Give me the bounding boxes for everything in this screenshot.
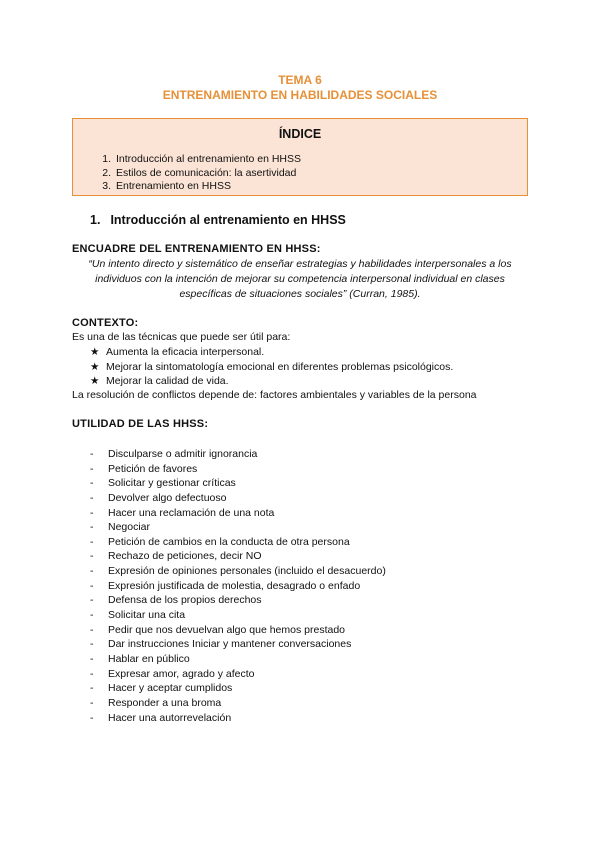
list-item: - Expresar amor, agrado y afecto: [90, 667, 255, 680]
list-item: - Responder a una broma: [90, 696, 222, 709]
list-item: - Expresión de opiniones personales (incluido el desacuerdo): [90, 565, 386, 578]
index-title: ÍNDICE: [278, 127, 322, 141]
list-item: ★ Aumenta la eficacia interpersonal.: [90, 346, 265, 358]
index-item-label: Introducción al entrenamiento en HHSS: [116, 153, 302, 165]
contexto-closing: La resolución de conflictos depende de: factores ambientales y variables de la persona: [72, 389, 477, 401]
list-item: - Pedir que nos devuelvan algo que hemos prestado: [90, 623, 345, 636]
index-box: [72, 118, 528, 196]
list-item: - Solicitar una cita: [90, 609, 186, 622]
list-item: - Hacer y aceptar cumplidos: [90, 682, 233, 695]
list-item: ★ Mejorar la calidad de vida.: [90, 375, 229, 387]
utilidad-heading: UTILIDAD DE LAS HHSS:: [72, 418, 209, 430]
index-item-label: Entrenamiento en HHSS: [116, 180, 231, 192]
definition-quote: “Un intento directo y sistemático de enseñar estrategias y habilidades interpersonales a los individuos con la intención de mejorar su competencia interpersonal individual en clases específicas de situaciones sociales” (Curran, 1985).: [88, 258, 512, 300]
index-item[interactable]: 3. Entrenamiento en HHSS: [102, 180, 231, 192]
list-item: - Petición de favores: [90, 462, 198, 475]
list-item: - Hacer una reclamación de una nota: [90, 506, 275, 519]
index-item[interactable]: 1. Introducción al entrenamiento en HHSS: [102, 153, 302, 165]
list-item: - Rechazo de peticiones, decir NO: [90, 550, 262, 563]
list-item: - Solicitar y gestionar críticas: [90, 477, 236, 490]
index-list: [93, 153, 301, 194]
section-heading: 1. Introducción al entrenamiento en HHSS: [90, 213, 346, 227]
document-title: ENTRENAMIENTO EN HABILIDADES SOCIALES: [162, 88, 438, 102]
list-item: - Defensa de los propios derechos: [90, 594, 262, 607]
list-item: - Dar instrucciones Iniciar y mantener conversaciones: [90, 638, 352, 651]
contexto-list: [90, 345, 453, 389]
list-item: - Hablar en público: [90, 652, 190, 665]
list-item: - Expresión justificada de molestia, desagrado o enfado: [90, 579, 361, 592]
list-item: - Devolver algo defectuoso: [90, 491, 227, 504]
list-item: - Negociar: [90, 521, 151, 534]
star-icon: ★: [90, 375, 100, 387]
list-item: ★ Mejorar la sintomatología emocional en diferentes problemas psicológicos.: [90, 360, 454, 373]
list-item: - Hacer una autorrevelación: [90, 711, 232, 724]
index-item-label: Estilos de comunicación: la asertividad: [116, 166, 297, 179]
list-item: - Disculparse o admitir ignorancia: [90, 448, 258, 460]
star-icon: ★: [90, 346, 100, 358]
encuadre-heading: ENCUADRE DEL ENTRENAMIENTO EN HHSS:: [72, 243, 321, 255]
topic-number: TEMA 6: [278, 73, 322, 87]
utilidad-list: [90, 447, 386, 725]
star-icon: ★: [90, 360, 100, 373]
index-item[interactable]: 2. Estilos de comunicación: la asertividad: [102, 166, 297, 179]
contexto-intro: Es una de las técnicas que puede ser útil para:: [72, 331, 291, 343]
list-item: - Petición de cambios en la conducta de otra persona: [90, 535, 350, 548]
contexto-heading: CONTEXTO:: [72, 317, 139, 329]
